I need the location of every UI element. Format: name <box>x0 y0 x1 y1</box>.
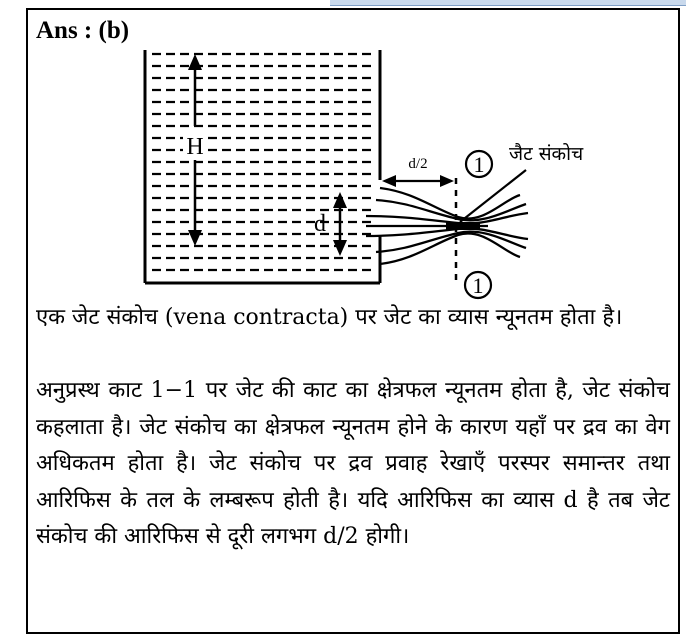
answer-box <box>26 8 680 634</box>
jet-streamlines <box>366 188 528 264</box>
tank <box>145 50 380 283</box>
section-label-top: 1 <box>473 152 485 177</box>
vena-contracta-figure <box>128 40 608 302</box>
distance-label: d/2 <box>408 156 428 172</box>
section-label-bottom: 1 <box>472 273 484 298</box>
paragraph-explanation: अनुप्रस्थ काट 1−1 पर जेट की काट का क्षेत्रफल न्यूनतम होता है, जेट संकोच कहलाता है। जेट संकोच का क्षेत्रफल न्यूनतम होने के कारण यहाँ पर द्रव का वेग अधिकतम होता है। जेट संकोच पर द्रव प्रवाह रेखाएँ परस्पर समान्तर तथा आरिफिस के तल के लम्बरूप होती है। यदि आरिफिस का व्यास d है तब जेट संकोच की आरिफिस से दूरी लगभग d/2 होगी। <box>36 378 670 549</box>
jet-label: जैट संकोच <box>509 143 584 165</box>
distance-dimension <box>382 175 454 187</box>
paragraph-definition: एक जेट संकोच (vena contracta) पर जेट का व्यास न्यूनतम होता है। <box>36 305 623 330</box>
head-label: H <box>186 134 204 160</box>
answer-heading: Ans : (b) <box>36 17 130 44</box>
diameter-label: d <box>314 211 326 237</box>
header-strip <box>330 0 686 6</box>
